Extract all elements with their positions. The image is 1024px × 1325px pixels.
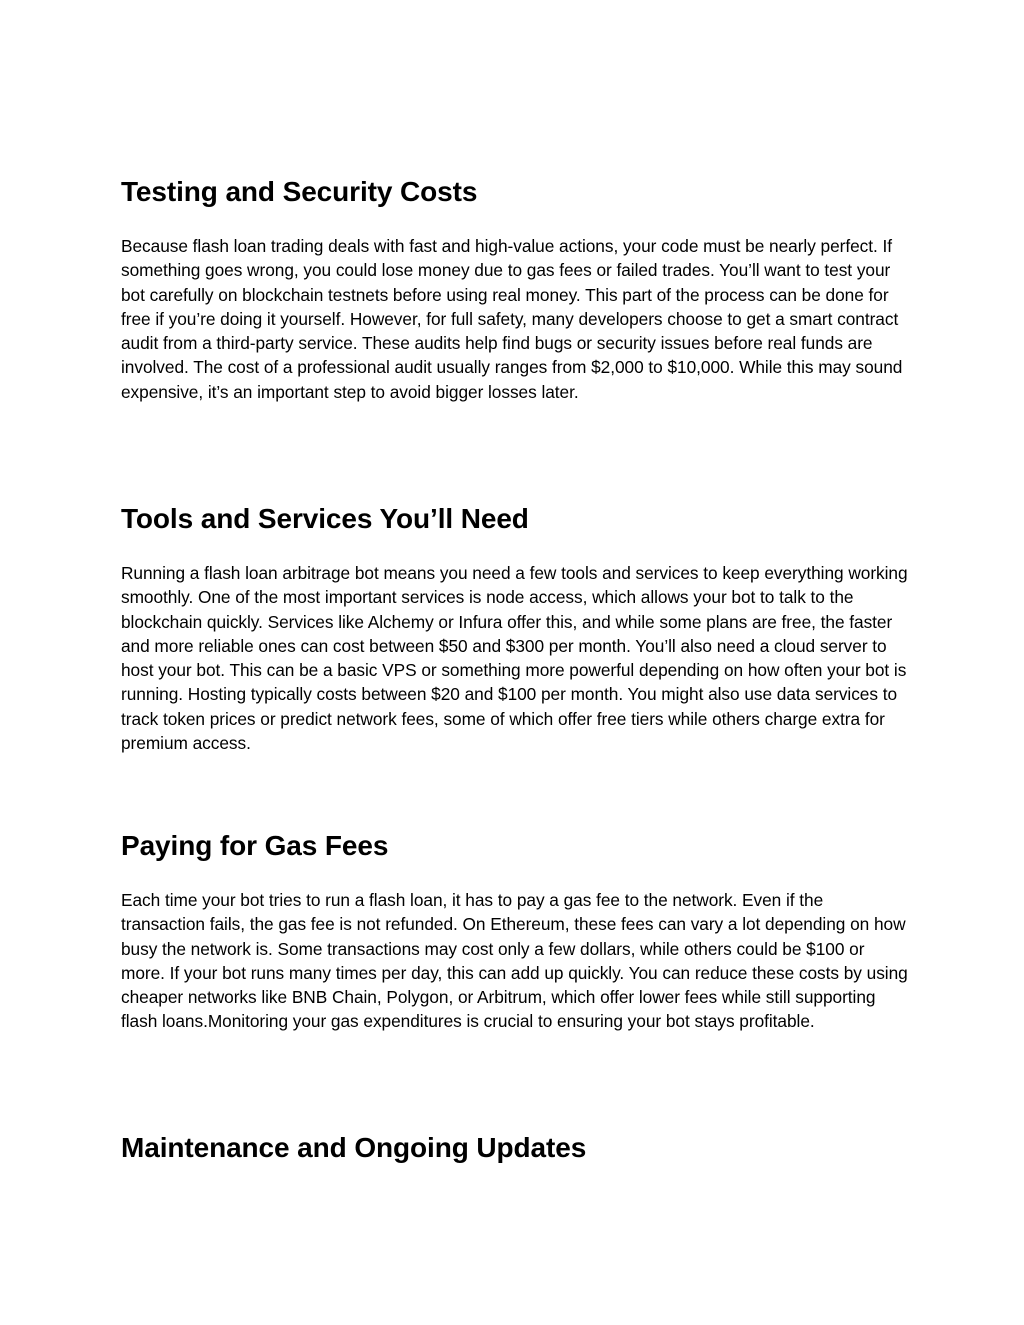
section-heading: Tools and Services You’ll Need [121, 503, 529, 534]
section-heading: Maintenance and Ongoing Updates [121, 1132, 587, 1163]
section-paragraph: Because flash loan trading deals with fast and high-value actions, your code must be nearly perfect. If something goes wrong, you could lose money due to gas fees or failed trades. You’ll want to test your bot carefully on blockchain testnets before using real money. This part of the process can be done for free if you’re doing it yourself. However, for full safety, many developers choose to get a smart contract audit from a third-party service. These audits help find bugs or security issues before real funds are involved. The cost of a professional audit usually ranges from $2,000 to $10,000. While this may sound expensive, it’s an important step to avoid bigger losses later. [121, 236, 903, 402]
section-heading: Testing and Security Costs [121, 176, 478, 207]
section-tools-services [121, 503, 911, 755]
section-heading: Paying for Gas Fees [121, 830, 389, 861]
section-paragraph: Running a flash loan arbitrage bot means you need a few tools and services to keep everything working smoothly. One of the most important services is node access, which allows your bot to talk to the blockchain quickly. Services like Alchemy or Infura offer this, and while some plans are free, the faster and more reliable ones can cost between $50 and $300 per month. You’ll also need a cloud server to host your bot. This can be a basic VPS or something more powerful depending on how often your bot is running. Hosting typically costs between $20 and $100 per month. You might also use data services to track token prices or predict network fees, some of which offer free tiers while others charge extra for premium access. [121, 563, 908, 754]
section-testing-security-costs [121, 176, 911, 404]
section-gas-fees [121, 830, 911, 1034]
section-maintenance-updates [121, 1132, 911, 1164]
section-paragraph: Each time your bot tries to run a flash loan, it has to pay a gas fee to the network. Even if the transaction fails, the gas fee is not refunded. On Ethereum, these fees can vary a lot depending on how busy the network is. Some transactions may cost only a few dollars, while others could be $100 or more. If your bot runs many times per day, this can add up quickly. You can reduce these costs by using cheaper networks like BNB Chain, Polygon, or Arbitrum, which offer lower fees while still supporting flash loans.Monitoring your gas expenditures is crucial to ensuring your bot stays profitable. [121, 890, 908, 1032]
